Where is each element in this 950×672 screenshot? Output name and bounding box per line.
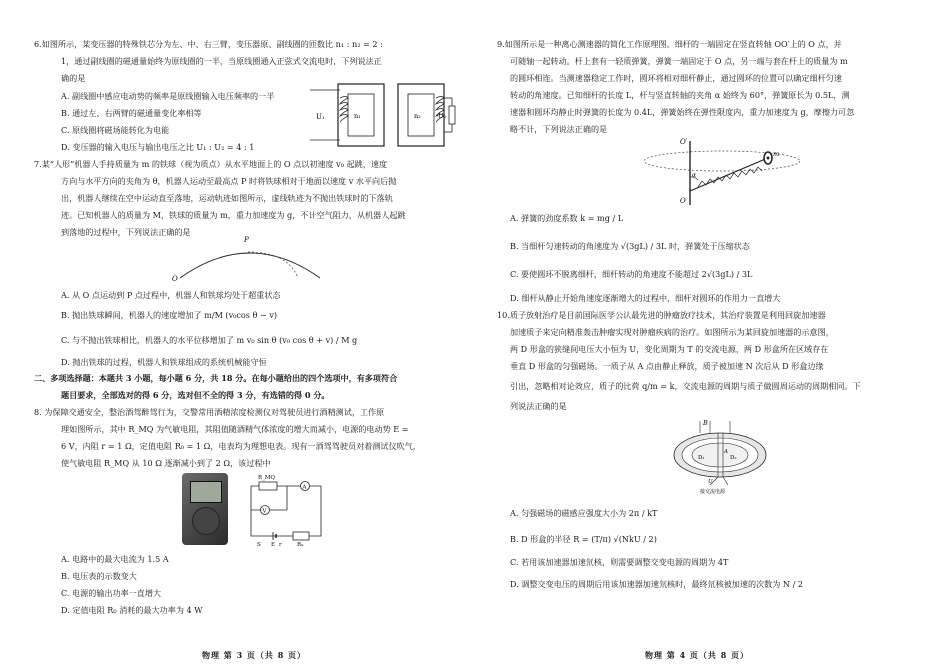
alpha-label: α — [692, 172, 697, 179]
q8-stem-line-3: 6 V，内阻 r = 1 Ω，定值电阻 R₀ = 1 Ω，电表均为理想电表。现有一酒驾驾驶员对着测试仪吹气， — [61, 441, 421, 451]
q8-stem-line-1: 8. 为保障交通安全，整治酒驾醉驾行为，交警常用酒精浓度检测仪对驾驶员进行酒精测试，工作原 — [34, 407, 385, 417]
internal-r-label: r — [279, 542, 282, 548]
q10-option-d: D. 调整交变电压的周期后用该加速器加速氘核时，最终氘核被加速的次数为 N / 2 — [510, 579, 804, 589]
voltmeter-label: V — [262, 508, 267, 515]
rmq-label: R_MQ — [258, 475, 276, 481]
n2-label: n₂ — [414, 112, 421, 120]
trajectory-figure — [170, 234, 340, 282]
q10-option-a: A. 匀强磁场的磁感应强度大小为 2π / kT — [510, 508, 658, 518]
emf-label: E — [271, 542, 276, 548]
q6-option-c: C. 原线圈将磁场能转化为电能 — [61, 125, 170, 135]
q9-option-c: C. 要使圆环不脱离细杆，细杆转动的角速度不能超过 2√(3gL) / 3L — [510, 269, 753, 279]
right-page — [475, 0, 950, 672]
n1-label: n₁ — [354, 112, 361, 120]
q6-option-b: B. 通过左、右两臂的磁通量变化率相等 — [61, 108, 202, 118]
q8-option-c: C. 电源的输出功率一直增大 — [61, 588, 162, 598]
q6-option-d: D. 变压器的输入电压与输出电压之比 U₁ : U₂ = 4 : 1 — [61, 142, 255, 152]
q9-option-a: A. 弹簧的劲度系数 k = mg / L — [510, 213, 624, 223]
u-label: U — [708, 479, 713, 485]
q7-option-d: D. 抛出铁球的过程，机器人和铁球组成的系统机械能守恒 — [61, 357, 267, 367]
transformer-figure — [310, 80, 460, 155]
q9-stem-line-4: 转动的角速度。已知细杆的长度 L，杆与竖直转轴的夹角 α 始终为 60°，弹簧原长为 0.5L，测 — [510, 90, 850, 100]
q7-stem-line-2: 方向与水平方向的夹角为 θ，机器人运动至最高点 P 时将铁球相对于地面以速度 v 水平向后抛 — [61, 176, 397, 186]
q9-stem-line-5: 速器和圆环均静止时弹簧的长度为 0.4L，弹簧始终在弹性限度内，重力加速度为 g，摩擦力可忽 — [510, 107, 855, 117]
q6-stem-line-1: 6.如图所示，某变压器的特殊铁芯分为左、中、右三臂，变压器原、副线圈的匝数比 n₁ : n₂ = 2 : — [34, 39, 383, 49]
q9-stem-line-6: 略不计，下列说法正确的是 — [510, 124, 608, 134]
centrifuge-figure — [640, 135, 800, 210]
d2-label: D₂ — [730, 455, 737, 461]
q6-option-a: A. 副线圈中感应电动势的频率是原线圈输入电压频率的一半 — [61, 91, 275, 101]
q10-option-c: C. 若用该加速器加速氘核，则需要调整交变电源的周期为 4T — [510, 557, 729, 567]
q7-stem-line-4: 迹。已知机器人的质量为 M，铁球的质量为 m，重力加速度为 g，不计空气阻力，从机器人起跳 — [61, 210, 406, 220]
q10-stem-line-5: 引出，忽略相对论效应，质子的比荷 q/m = k，交流电源的周期与质子做圆周运动的周期相同。下 — [510, 381, 861, 391]
q8-option-d: D. 定值电阻 R₀ 消耗的最大功率为 4 W — [61, 605, 203, 615]
d1-label: D₁ — [698, 455, 705, 461]
q10-stem-line-6: 列说法正确的是 — [510, 401, 567, 411]
q7-option-a: A. 从 O 点运动到 P 点过程中，机器人和铁球均处于超重状态 — [61, 290, 281, 300]
q10-option-b: B. D 形盒的半径 R = (T/π) √(NkU / 2) — [510, 534, 657, 544]
circuit-figure — [243, 474, 333, 548]
u2-label: U₂ — [438, 112, 447, 120]
q10-stem-line-3: 两 D 形盒的狭缝间电压大小恒为 U，变化周期为 T 的交流电源，两 D 形盒所在区域存在 — [510, 344, 829, 354]
q8-stem-line-2: 理如图所示，其中 R_MQ 为气敏电阻，其阻值随酒精气体浓度的增大而减小，电源的电动势 E = — [61, 424, 409, 434]
cyclotron-figure — [670, 415, 770, 495]
q7-stem-line-1: 7.某“人形”机器人手持质量为 m 的铁球（视为质点）从水平地面上的 O 点以初速度 v₀ 起跳，速度 — [34, 159, 388, 169]
breathalyzer-photo — [182, 473, 228, 545]
page-footer-left: 物理 第 3 页（共 8 页） — [202, 650, 307, 660]
q6-stem-line-3: 确的是 — [61, 73, 86, 83]
q10-stem-line-1: 10.质子放射治疗是目前国际医学公认最先进的肿瘤放疗技术，其治疗装置是利用回旋加速器 — [497, 310, 826, 320]
ac-source-label: 接交流电源 — [700, 489, 726, 495]
q8-stem-line-4: 使气敏电阻 R_MQ 从 10 Ω 逐渐减小到了 2 Ω，该过程中 — [61, 458, 271, 468]
q7-option-b: B. 抛出铁球瞬间，机器人的速度增加了 m/M (v₀cos θ − v) — [61, 310, 278, 320]
q8-option-a: A. 电路中的最大电流为 1.5 A — [61, 554, 169, 564]
section-2-line-2: 题目要求，全部选对的得 6 分，选对但不全的得 3 分，有选错的得 0 分。 — [61, 390, 330, 400]
page-footer-right: 物理 第 4 页（共 8 页） — [645, 650, 750, 660]
a-point-label: A — [724, 449, 728, 455]
q9-stem-line-1: 9.如图所示是一种离心测速器的简化工作原理图。细杆的一端固定在竖直转轴 OO′上的 O 点，并 — [497, 39, 842, 49]
q9-stem-line-2: 可随轴一起转动。杆上套有一轻质弹簧，弹簧一端固定于 O 点，另一端与套在杆上的质量为 m — [510, 56, 848, 66]
q9-option-b: B. 当细杆匀速转动的角速度为 √(3gL) / 3L 时，弹簧处于压缩状态 — [510, 241, 750, 251]
ammeter-label: A — [302, 484, 307, 491]
q9-stem-line-3: 的圆环相连。当测速器稳定工作时，圆环将相对细杆静止，通过圆环的位置可以确定细杆匀速 — [510, 73, 842, 83]
u1-label: U₁ — [316, 113, 325, 121]
q6-stem-line-2: 1，通过副线圈的磁通量始终为原线圈的一半，当原线圈通入正弦式交流电时，下列说法正 — [61, 56, 382, 66]
b-label: B — [703, 419, 708, 427]
p-label: P — [244, 236, 249, 244]
q9-option-d: D. 细杆从静止开始角速度逐渐增大的过程中，细杆对圆环的作用力一直增大 — [510, 293, 781, 303]
q7-option-c: C. 与不抛出铁球相比，机器人的水平位移增加了 m v₀ sin θ (v₀ cos θ + v) / M g — [61, 335, 358, 345]
q10-stem-line-4: 垂直 D 形盒的匀强磁场。一质子从 A 点由静止释放，质子被加速 N 次后从 D 形盒边缘 — [510, 361, 824, 371]
switch-label: S — [257, 542, 261, 548]
section-2-line-1: 二、多项选择题：本题共 3 小题，每小题 6 分，共 18 分。在每小题给出的四个选项中，有多项符合 — [34, 373, 398, 383]
o-label-right: O — [680, 197, 686, 205]
q8-option-b: B. 电压表的示数变大 — [61, 571, 137, 581]
q7-stem-line-3: 出，机器人继续在空中运动直至落地，运动轨迹如图所示，虚线轨迹为不抛出铁球时的下落轨 — [61, 193, 393, 203]
o-prime-label: O′ — [680, 138, 688, 146]
ring-label: m — [773, 150, 780, 158]
q10-stem-line-2: 加速质子来定向精准轰击肿瘤实现对肿瘤疾病的治疗。如图所示为某回旋加速器的示意图， — [510, 327, 834, 337]
r0-label: R₀ — [297, 542, 304, 548]
o-label: O — [172, 275, 178, 282]
q7-stem-line-5: 到落地的过程中，下列说法正确的是 — [61, 227, 191, 237]
